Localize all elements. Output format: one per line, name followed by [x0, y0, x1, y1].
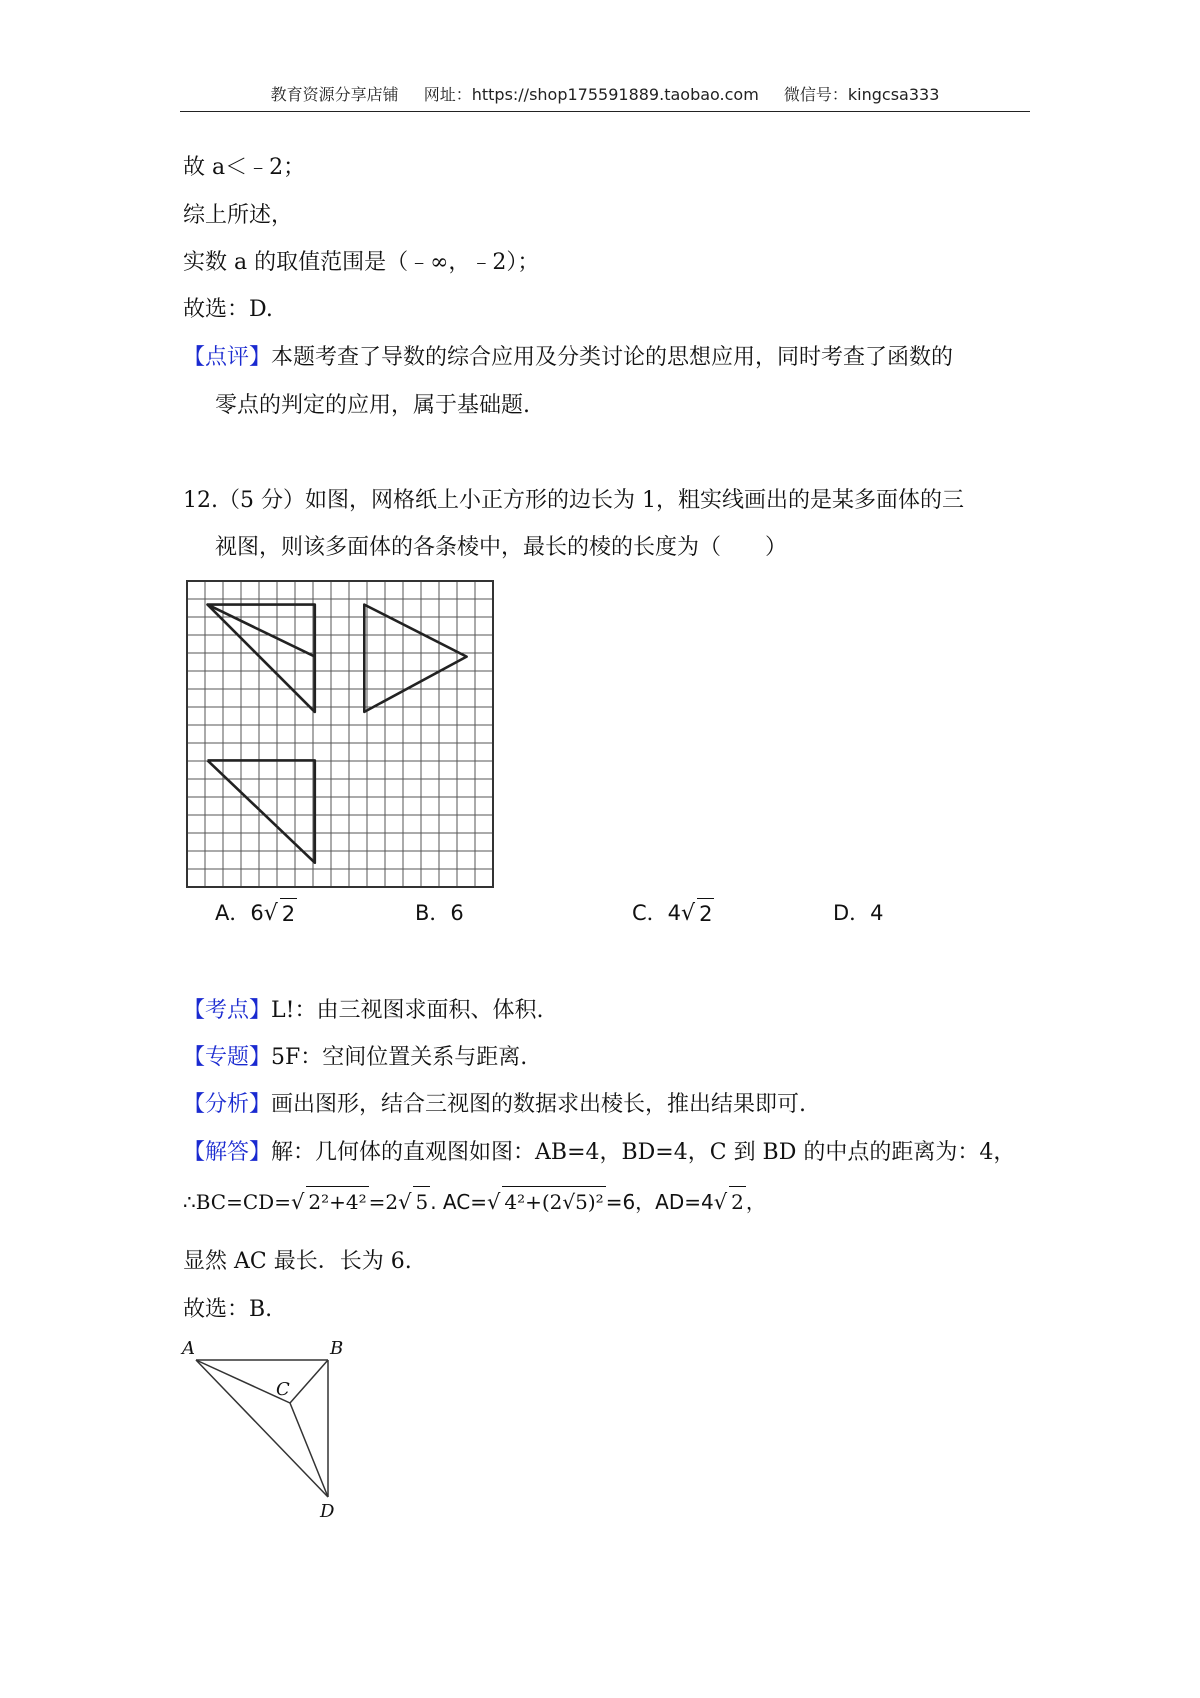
zhuanti-line — [183, 1043, 527, 1073]
text-line-2: 综上所述， — [183, 203, 294, 228]
comment-tag: 【点评】 — [183, 345, 272, 370]
label-a: A — [182, 1338, 195, 1359]
formula-radicand-1: 2²+4² — [306, 1186, 368, 1217]
front-view-shape — [208, 605, 315, 712]
fenxi-text: 画出图形，结合三视图的数据求出棱长，推出结果即可. — [271, 1092, 807, 1117]
text-line-1: 故 a＜﹣2； — [183, 155, 306, 180]
side-view-shape — [364, 605, 466, 712]
question-line-2: 视图，则该多面体的各条棱中，最长的棱的长度为（ ） — [215, 535, 788, 560]
header-wechat: 微信号：kingcsa333 — [783, 85, 940, 104]
kaodian-tag: 【考点】 — [183, 998, 272, 1023]
header-shop: 教育资源分享店铺 — [270, 85, 399, 104]
zhuanti-tag: 【专题】 — [183, 1045, 272, 1070]
formula-line: ∴BC=CD= √ 2²+4² =2 √ 5 . AC= √ 4²+(2√5)² =6，AD=4 √ 2 ， — [183, 1186, 766, 1217]
label-c: C — [276, 1379, 290, 1400]
header-divider — [180, 111, 1030, 112]
kaodian-text: L!：由三视图求面积、体积. — [271, 998, 544, 1023]
comment-line-1 — [183, 343, 953, 373]
formula-eq-1: =2 — [368, 1190, 399, 1214]
label-d: D — [320, 1501, 335, 1520]
header-url: 网址：https://shop175591889.taobao.com — [423, 85, 759, 104]
question-line-1: 12.（5 分）如图，网格纸上小正方形的边长为 1，粗实线画出的是某多面体的三 — [183, 488, 964, 513]
kaodian-line — [183, 996, 543, 1026]
formula-radicand-1b: 5 — [413, 1186, 430, 1217]
solid-figure — [180, 1335, 370, 1520]
jieda-text: 解：几何体的直观图如图：AB=4，BD=4，C 到 BD 的中点的距离为：4， — [271, 1140, 1016, 1165]
zhuanti-text: 5F：空间位置关系与距离. — [271, 1045, 528, 1070]
text-line-4: 故选：D. — [183, 297, 273, 322]
fenxi-tag: 【分析】 — [183, 1092, 272, 1117]
formula-radicand-2: 4²+(2√5)² — [502, 1186, 605, 1217]
option-c-radicand: 2 — [697, 898, 714, 929]
label-b: B — [330, 1338, 344, 1359]
formula-end: ， — [745, 1190, 766, 1214]
answer-line: 故选：B. — [183, 1297, 273, 1322]
comment-line-2: 零点的判定的应用，属于基础题. — [215, 393, 530, 418]
three-view-grid-figure — [186, 580, 494, 888]
conclusion-line: 显然 AC 最长．长为 6. — [183, 1249, 412, 1274]
jieda-tag: 【解答】 — [183, 1140, 272, 1165]
formula-eq-2: =6，AD=4 — [605, 1190, 714, 1214]
option-d[interactable]: D．4 — [833, 901, 884, 925]
option-a-radicand: 2 — [280, 898, 297, 929]
option-a[interactable]: A．6 √ 2 — [215, 898, 297, 929]
option-b[interactable]: B．6 — [415, 901, 464, 925]
jieda-line — [183, 1138, 1015, 1168]
formula-radicand-3: 2 — [729, 1186, 746, 1217]
formula-prefix: ∴BC=CD= — [183, 1190, 291, 1214]
fenxi-line — [183, 1090, 806, 1120]
page-header — [180, 82, 1030, 112]
formula-ac: . AC= — [430, 1190, 487, 1214]
text-line-3: 实数 a 的取值范围是（﹣∞，﹣2）； — [183, 250, 540, 275]
option-c[interactable]: C．4 √ 2 — [632, 898, 714, 929]
top-view-shape — [208, 760, 315, 862]
comment-text-1: 本题考查了导数的综合应用及分类讨论的思想应用，同时考查了函数的 — [271, 345, 954, 370]
